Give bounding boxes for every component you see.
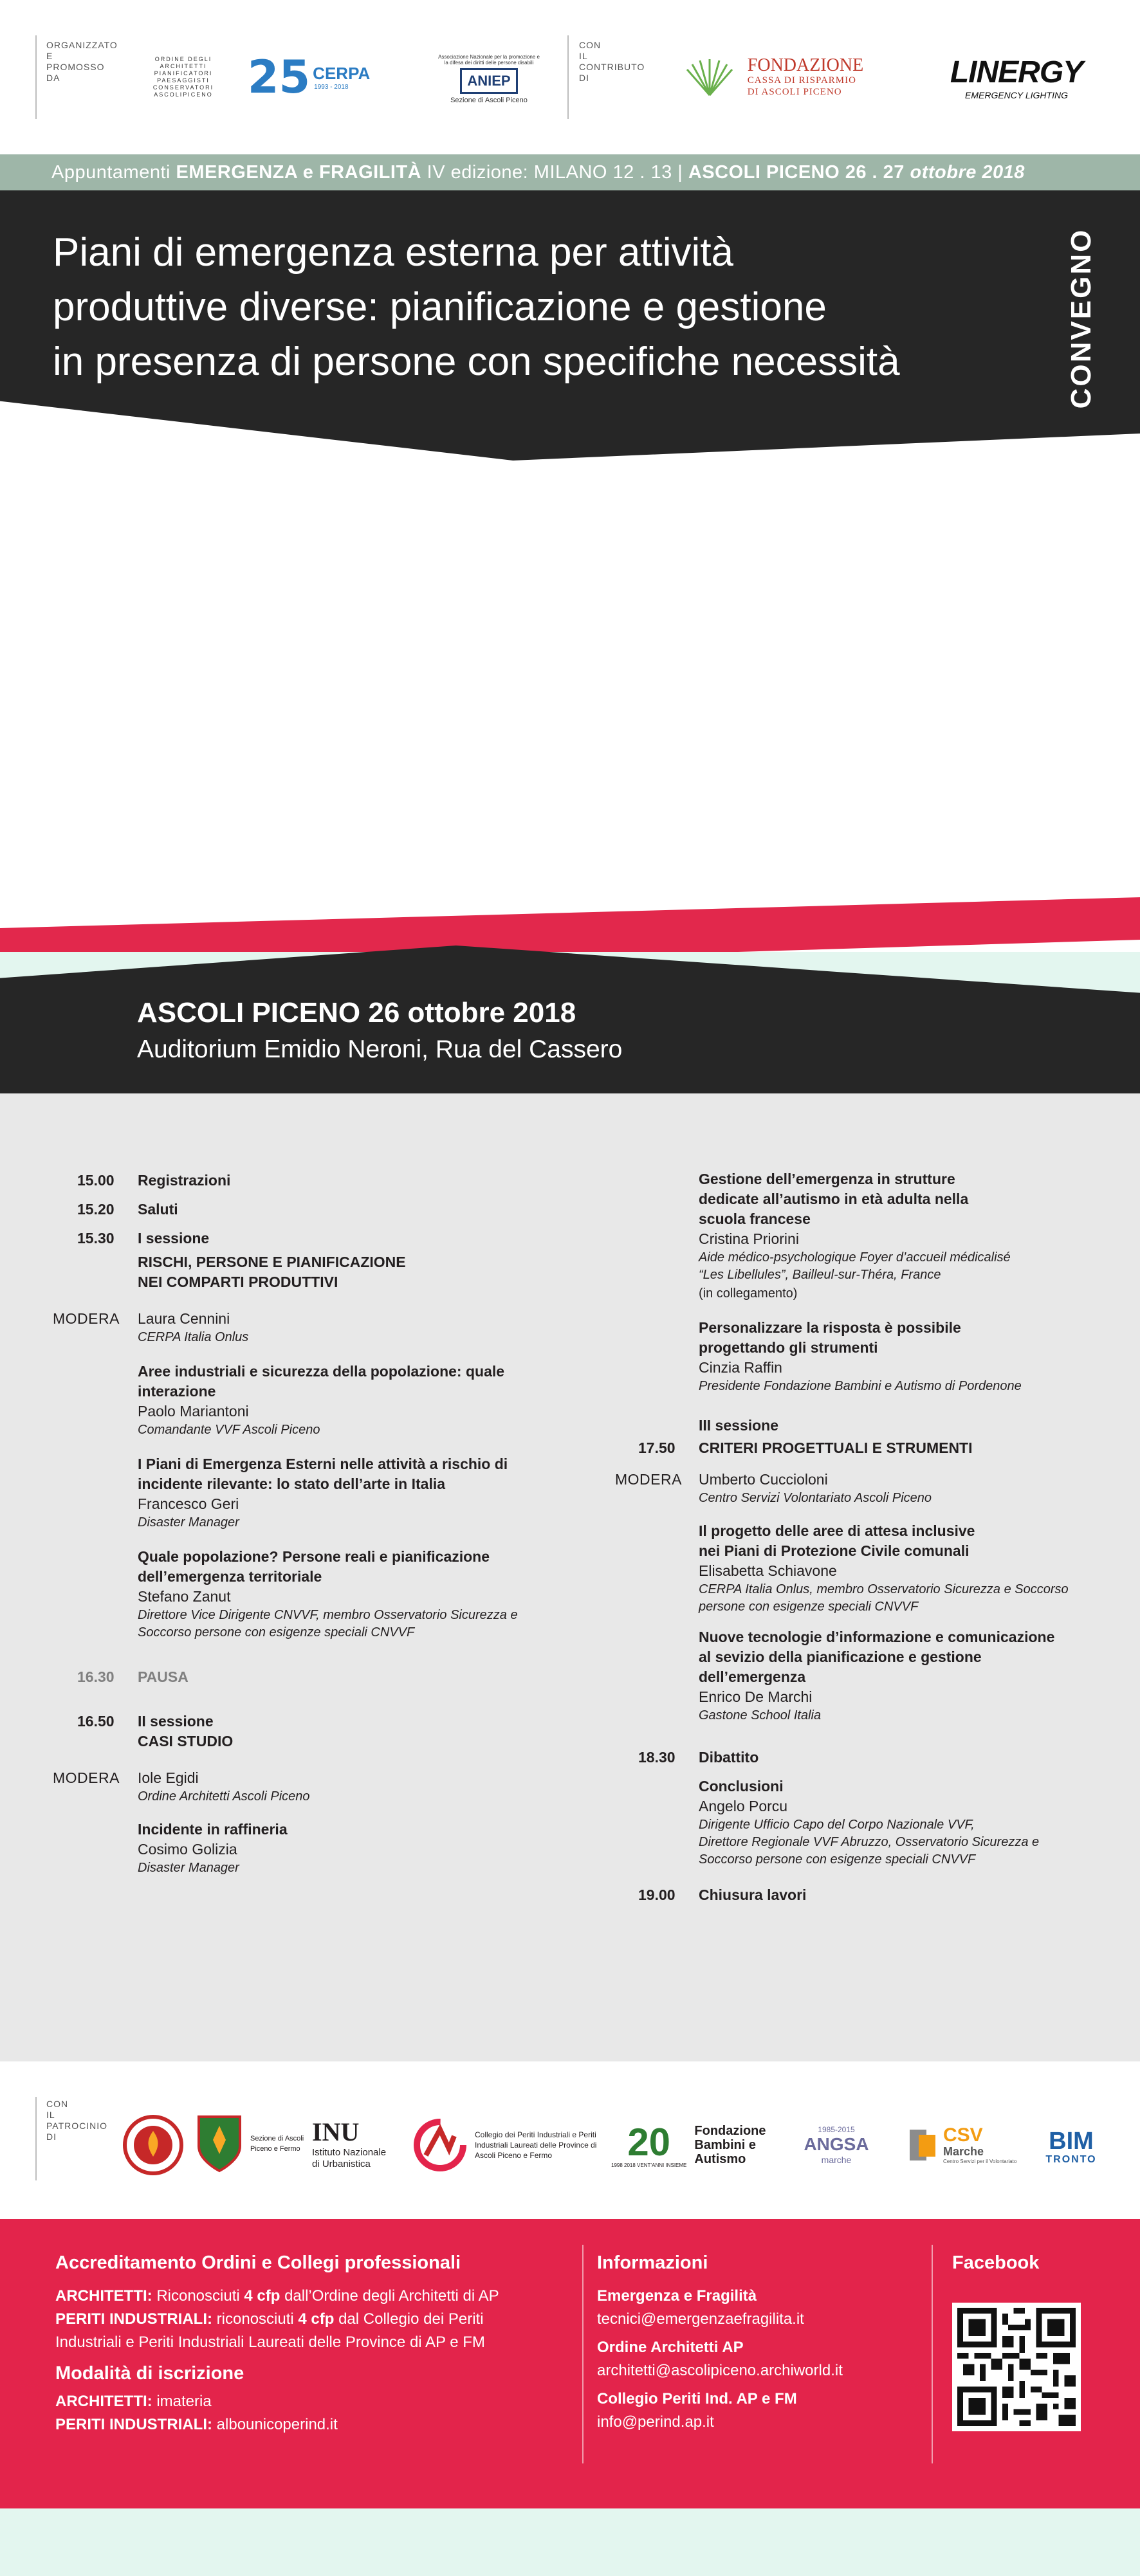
session-title: II sessione [138, 1713, 214, 1730]
fire-brigade-emblem-icon [122, 2114, 184, 2176]
talk-title: dell’emergenza [699, 1668, 806, 1685]
speaker-role: Dirigente Ufficio Capo del Corpo Nazionale VVF, [699, 1818, 975, 1832]
talk-title: Il progetto delle aree di attesa inclusive [699, 1522, 975, 1539]
talk-item [592, 1318, 1119, 1395]
talk-title: al sevizio della pianificazione e gestione [699, 1649, 982, 1665]
shield-emblem-icon [196, 2114, 243, 2173]
fondazione-sub1: CASSA DI RISPARMIO [747, 75, 856, 86]
talk-title: Incidente in raffineria [138, 1821, 288, 1838]
speaker-name: Angelo Porcu [699, 1798, 788, 1814]
speaker-role: persone con esigenze speciali CNVVF [699, 1600, 919, 1614]
band-city-date: ASCOLI PICENO 26 [688, 162, 867, 183]
speaker-role: Soccorso persone con esigenze speciali CNVVF [699, 1852, 976, 1867]
speaker-name: Stefano Zanut [138, 1588, 231, 1605]
debate-title: Dibattito [699, 1749, 759, 1766]
bim-sub: TRONTO [1045, 2154, 1097, 2165]
accreditation-title: Accreditamento Ordini e Collegi professionali [55, 2252, 461, 2273]
aniep-logo [437, 45, 540, 113]
divider [35, 35, 37, 119]
band-date-tail: . 27 [866, 162, 910, 183]
aniep-bottom-text: Sezione di Ascoli Piceno [450, 96, 528, 104]
talk-item [592, 1627, 1119, 1724]
talk-title: Quale popolazione? Persone reali e pianificazione [138, 1548, 490, 1565]
closing-title: Chiusura lavori [699, 1886, 807, 1903]
band-prefix: Appuntamenti [51, 162, 176, 183]
modera-label: MODERA [615, 1471, 682, 1488]
ordine-architetti-logo [148, 45, 219, 109]
session-title: III sessione [699, 1417, 779, 1434]
talk-title: dell’emergenza territoriale [138, 1568, 322, 1585]
program-item [0, 1712, 579, 1751]
title-line-3: in presenza di persone con specifiche necessità [53, 340, 900, 384]
bim-tronto-logo [1026, 2118, 1116, 2176]
talk-item [592, 1777, 1119, 1868]
speaker-role: Disaster Manager [138, 1515, 239, 1530]
sezione-logo [196, 2112, 318, 2176]
talk-item [0, 1454, 579, 1531]
speaker-name: Francesco Geri [138, 1495, 239, 1512]
speaker-role: Direttore Vice Dirigente CNVVF, membro Osservatorio Sicurezza e [138, 1608, 518, 1622]
aerial-map-image [0, 418, 1140, 933]
speaker-role: Comandante VVF Ascoli Piceno [138, 1423, 320, 1437]
inu-logo [312, 2114, 402, 2172]
speaker-role: Gastone School Italia [699, 1708, 822, 1722]
information-column [597, 2251, 932, 2434]
time: 15.30 [77, 1230, 115, 1247]
linergy-logo [920, 51, 1113, 103]
talk-item [0, 1362, 579, 1439]
contributor-label: CON IL CONTRIBUTO DI [579, 40, 645, 83]
cerpa-years: 1993 - 2018 [314, 84, 349, 91]
talk-title: incidente rilevante: lo stato dell’arte in Italia [138, 1475, 446, 1492]
talk-title: Conclusioni [699, 1778, 784, 1795]
patronage-band [0, 2061, 1140, 2219]
speaker-role: Centro Servizi Volontariato Ascoli Piceno [699, 1491, 932, 1505]
time: 17.50 [638, 1439, 676, 1456]
talk-title: scuola francese [699, 1210, 811, 1227]
organized-label: ORGANIZZATO E PROMOSSO DA [46, 40, 118, 83]
fba-name: Fondazione Bambini e Autismo [694, 2124, 766, 2166]
info-email-1[interactable]: tecnici@emergenzaefragilita.it [597, 2310, 804, 2328]
speaker-name: Umberto Cuccioloni [699, 1471, 828, 1488]
session-subtitle: CASI STUDIO [138, 1733, 234, 1749]
title-line-2: produttive diverse: pianificazione e gestione [53, 285, 827, 329]
facebook-title: Facebook [952, 2252, 1040, 2273]
speaker-role: Presidente Fondazione Bambini e Autismo di Pordenone [699, 1379, 1022, 1393]
talk-title: Aree industriali e sicurezza della popolazione: quale [138, 1363, 505, 1380]
location-title: ASCOLI PICENO 26 ottobre 2018 [137, 997, 576, 1028]
facebook-qr-code[interactable] [952, 2303, 1081, 2431]
talk-title: progettando gli strumenti [699, 1339, 878, 1356]
talk-item [0, 1820, 579, 1877]
fondazione-logo [663, 45, 881, 109]
band-edition: IV edizione: MILANO 12 . 13 | [421, 162, 688, 183]
fba-subline: 1998 2018 VENT’ANNI INSIEME [611, 2162, 687, 2168]
patronage-label: CON IL PATROCINIO DI [46, 2099, 108, 2142]
program-item [0, 1667, 579, 1687]
speaker-role: Direttore Regionale VVF Abruzzo, Osservatorio Sicurezza e [699, 1835, 1040, 1849]
periti-logo [412, 2110, 605, 2180]
speaker-role: CERPA Italia Onlus [138, 1330, 249, 1344]
registration-title: Modalità di iscrizione [55, 2363, 244, 2384]
speaker-role: Aide médico-psychologique Foyer d’accueil médicalisé [699, 1250, 1011, 1265]
speaker-note: (in collegamento) [699, 1286, 798, 1301]
time: 16.50 [77, 1713, 115, 1730]
angsa-sub: marche [821, 2155, 852, 2165]
item-title: Saluti [138, 1201, 178, 1218]
convegno-text: CONVEGNO [1065, 228, 1097, 409]
registration-architects: ARCHITETTI: imateria [55, 2393, 212, 2410]
modera-label: MODERA [53, 1769, 120, 1786]
info-org-3: Collegio Periti Ind. AP e FM [597, 2390, 797, 2407]
periti-text: Collegio dei Periti Industriali e Periti Industriali Laureati delle Province di Ascoli Piceno e Fermo [475, 2130, 597, 2160]
time: 15.00 [77, 1172, 115, 1189]
band-series-name: EMERGENZA e FRAGILITÀ [176, 162, 422, 183]
csv-note: Centro Servizi per il Volontariato [943, 2159, 1017, 2164]
fondazione-bambini-autismo-logo [611, 2113, 785, 2177]
qr-code-icon [957, 2308, 1076, 2426]
cerpa-logo [247, 48, 371, 106]
info-email-3[interactable]: info@perind.ap.it [597, 2413, 714, 2431]
speaker-name: Laura Cennini [138, 1310, 230, 1327]
angsa-name: ANGSA [804, 2134, 869, 2154]
talk-title: interazione [138, 1383, 216, 1400]
item-title: Registrazioni [138, 1172, 231, 1189]
fba-number: 20 [627, 2120, 671, 2164]
moderator-item [592, 1470, 1119, 1507]
registration-periti: PERITI INDUSTRIALI: albounicoperind.it [55, 2416, 338, 2433]
program-item [0, 1171, 579, 1191]
talk-title: Gestione dell’emergenza in strutture [699, 1171, 955, 1187]
speaker-role: Ordine Architetti Ascoli Piceno [138, 1789, 310, 1804]
footer-divider [932, 2245, 933, 2463]
aniep-name: ANIEP [460, 68, 517, 94]
csv-name: CSV [943, 2124, 983, 2146]
fan-emblem-icon [681, 58, 739, 96]
cerpa-name: CERPA [313, 64, 371, 83]
csv-sub: Marche [943, 2145, 984, 2158]
program-item [592, 1748, 1119, 1768]
talk-item [0, 1547, 579, 1641]
speaker-role: Disaster Manager [138, 1861, 239, 1875]
bim-name: BIM [1049, 2128, 1094, 2155]
info-org-1: Emergenza e Fragilità [597, 2287, 757, 2305]
event-series-band [0, 154, 1140, 190]
talk-title: Personalizzare la risposta è possibile [699, 1319, 961, 1336]
talk-title: dedicate all’autismo in età adulta nella [699, 1191, 969, 1207]
convegno-side-label [1065, 228, 1098, 409]
fondazione-sub2: DI ASCOLI PICENO [747, 87, 842, 97]
facebook-column [952, 2251, 1107, 2285]
modera-label: MODERA [53, 1310, 120, 1327]
program-left-column [0, 1171, 579, 1886]
divider [567, 35, 569, 119]
speaker-role: Soccorso persone con esigenze speciali CNVVF [138, 1625, 415, 1640]
info-email-2[interactable]: architetti@ascolipiceno.archiworld.it [597, 2362, 843, 2379]
footer-info [0, 2219, 1140, 2508]
footer-divider [582, 2245, 584, 2463]
talk-item [592, 1169, 1119, 1304]
speaker-name: Elisabetta Schiavone [699, 1562, 837, 1579]
speaker-name: Enrico De Marchi [699, 1688, 813, 1705]
time: 18.30 [638, 1749, 676, 1766]
angsa-years: 1985-2015 [818, 2125, 855, 2134]
program-item [0, 1229, 579, 1292]
linergy-sub: EMERGENCY LIGHTING [965, 89, 1068, 100]
speaker-name: Paolo Mariantoni [138, 1403, 249, 1420]
speaker-name: Cinzia Raffin [699, 1359, 782, 1376]
inu-name: INU [312, 2117, 360, 2146]
session-title: I sessione [138, 1230, 210, 1247]
session-subtitle: CRITERI PROGETTUALI E STRUMENTI [699, 1439, 973, 1456]
moderator-item [0, 1309, 579, 1346]
inu-sub: Istituto Nazionale di Urbanistica [312, 2146, 387, 2170]
accreditation-architects: ARCHITETTI: Riconosciuti 4 cfp dall’Ordine degli Architetti di AP [55, 2287, 499, 2305]
conference-title [53, 225, 1031, 389]
accreditation-column [55, 2251, 570, 2436]
band-month: ottobre 2018 [910, 162, 1025, 183]
cerpa-number: 25 [247, 51, 311, 104]
session-header [592, 1416, 1119, 1436]
speaker-name: Iole Egidi [138, 1769, 199, 1786]
session-subtitle: NEI COMPARTI PRODUTTIVI [138, 1274, 338, 1290]
speaker-role: CERPA Italia Onlus, membro Osservatorio Sicurezza e Soccorso [699, 1582, 1069, 1596]
divider [35, 2097, 37, 2180]
sezione-text: Sezione di Ascoli Piceno e Fermo [250, 2135, 304, 2153]
time: 15.20 [77, 1201, 115, 1218]
bottom-pale-band [0, 2508, 1140, 2576]
info-title: Informazioni [597, 2252, 708, 2273]
aerial-photo [0, 418, 1140, 933]
talk-title: I Piani di Emergenza Esterni nelle attività a rischio di [138, 1456, 508, 1472]
time: 19.00 [638, 1886, 676, 1903]
moderator-item [0, 1768, 579, 1805]
accreditation-periti-line2: Industriali e Periti Industriali Laureati delle Province di AP e FM [55, 2334, 485, 2351]
talk-title: nei Piani di Protezione Civile comunali [699, 1542, 970, 1559]
ordine-logo-text: ORDINE DEGLI ARCHITETTI PIANIFICATORI PAESAGGISTI CONSERVATORI ASCOLIPICENO [152, 56, 214, 98]
speaker-name: Cosimo Golizia [138, 1841, 237, 1858]
csv-emblem-icon [907, 2126, 938, 2164]
program-item [0, 1200, 579, 1219]
talk-title: Nuove tecnologie d’informazione e comunicazione [699, 1629, 1055, 1645]
fondazione-name: FONDAZIONE [747, 55, 864, 75]
csv-marche-logo [907, 2116, 1020, 2174]
aniep-top-text: Associazione Nazionale per la promozione e la difesa dei diritti delle persone disabili [438, 53, 540, 66]
vigili-fuoco-logo [121, 2113, 185, 2177]
program-item [592, 1885, 1119, 1905]
angsa-logo [788, 2116, 885, 2174]
info-org-2: Ordine Architetti AP [597, 2339, 744, 2356]
linergy-name: LINERGY [950, 55, 1083, 89]
title-line-1: Piani di emergenza esterna per attività [53, 230, 734, 275]
time: 16.30 [77, 1668, 115, 1685]
pause-title: PAUSA [138, 1668, 188, 1685]
session-subtitle: RISCHI, PERSONE E PIANIFICAZIONE [138, 1254, 406, 1270]
talk-item [592, 1521, 1119, 1616]
speaker-name: Cristina Priorini [699, 1230, 799, 1247]
speaker-role: “Les Libellules”, Bailleul-sur-Théra, France [699, 1268, 941, 1282]
location-venue: Auditorium Emidio Neroni, Rua del Cassero [137, 1036, 623, 1063]
program-item [592, 1438, 1119, 1458]
sponsor-header [0, 0, 1140, 154]
periti-emblem-icon [412, 2117, 468, 2173]
program-right-column [592, 1169, 1119, 1914]
accreditation-periti: PERITI INDUSTRIALI: riconosciuti 4 cfp dal Collegio dei Periti [55, 2310, 484, 2328]
